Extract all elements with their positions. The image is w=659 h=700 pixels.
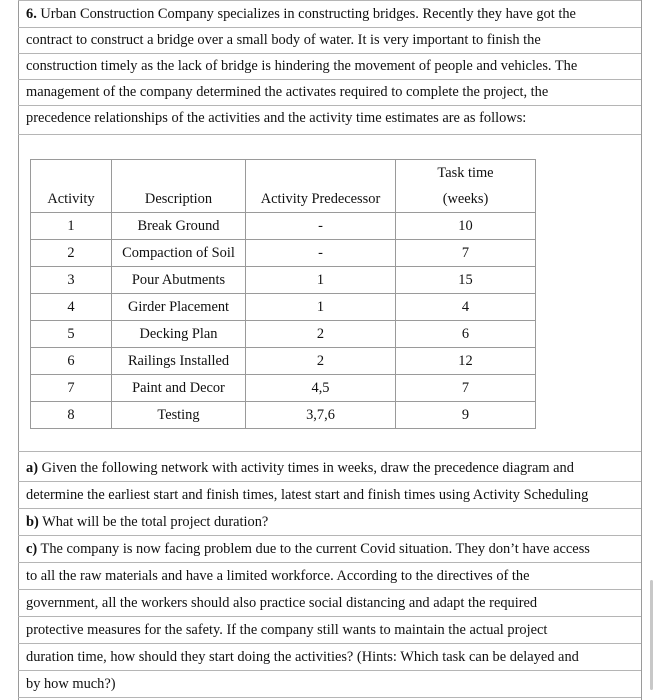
cell-predecessor: - (246, 213, 396, 240)
table-row (31, 321, 536, 348)
scrollbar[interactable] (650, 580, 653, 690)
header-description: Description (112, 186, 246, 213)
intro-line-5: precedence relationships of the activities and the activity time estimates are as follows: (26, 110, 527, 126)
cell-activity: 4 (31, 294, 112, 321)
question-number: 6. (26, 6, 37, 22)
table-row (31, 402, 536, 429)
rule (18, 0, 641, 1)
rule (18, 134, 641, 135)
rule (18, 562, 641, 563)
cell-predecessor: 4,5 (246, 375, 396, 402)
part-c-label: c) (26, 541, 38, 557)
intro-text: Urban Construction Company specializes in constructing bridges. Recently they have got the (40, 6, 576, 22)
part-c-line-3: government, all the workers should also practice social distancing and adapt the required (26, 595, 538, 611)
intro-line-1 (26, 5, 576, 23)
table-row (31, 294, 536, 321)
cell-activity: 7 (31, 375, 112, 402)
rule (18, 451, 641, 452)
rule (18, 535, 641, 536)
table-row (31, 348, 536, 375)
part-c-line-2: to all the raw materials and have a limited workforce. According to the directives of the (26, 568, 530, 584)
rule (18, 670, 641, 671)
cell-time: 9 (396, 402, 536, 429)
table-row (31, 375, 536, 402)
activity-table (30, 159, 536, 429)
table-header-row (31, 186, 536, 213)
cell-time: 15 (396, 267, 536, 294)
part-c-line-4: protective measures for the safety. If the company still wants to maintain the actual project (26, 622, 548, 638)
part-b-text: What will be the total project duration? (42, 514, 269, 530)
cell-predecessor: 2 (246, 348, 396, 375)
header-task-time: Task time (396, 160, 536, 187)
cell-activity: 3 (31, 267, 112, 294)
cell-activity: 8 (31, 402, 112, 429)
cell-time: 10 (396, 213, 536, 240)
rule (18, 27, 641, 28)
cell-predecessor: 1 (246, 294, 396, 321)
part-c-line-5: duration time, how should they start doing the activities? (Hints: Which task can be delayed and (26, 649, 579, 665)
rule (18, 105, 641, 106)
header-cell (112, 160, 246, 187)
part-c-line-6: by how much?) (26, 676, 116, 692)
cell-description: Break Ground (112, 213, 246, 240)
cell-predecessor: 3,7,6 (246, 402, 396, 429)
cell-predecessor: 2 (246, 321, 396, 348)
rule (18, 643, 641, 644)
rule (18, 53, 641, 54)
header-predecessor: Activity Predecessor (246, 186, 396, 213)
cell-description: Decking Plan (112, 321, 246, 348)
part-c-line-1 (26, 540, 590, 558)
cell-description: Girder Placement (112, 294, 246, 321)
part-b-label: b) (26, 514, 39, 530)
rule (18, 616, 641, 617)
cell-activity: 1 (31, 213, 112, 240)
part-a-text: Given the following network with activity times in weeks, draw the precedence diagram and (41, 460, 574, 476)
cell-description: Compaction of Soil (112, 240, 246, 267)
cell-description: Pour Abutments (112, 267, 246, 294)
cell-time: 7 (396, 375, 536, 402)
cell-description: Paint and Decor (112, 375, 246, 402)
cell-time: 6 (396, 321, 536, 348)
cell-time: 4 (396, 294, 536, 321)
cell-time: 12 (396, 348, 536, 375)
rule (18, 697, 641, 698)
header-weeks: (weeks) (396, 186, 536, 213)
header-activity: Activity (31, 186, 112, 213)
cell-description: Testing (112, 402, 246, 429)
table-row (31, 213, 536, 240)
rule (18, 589, 641, 590)
cell-predecessor: 1 (246, 267, 396, 294)
cell-description: Railings Installed (112, 348, 246, 375)
part-a-line-1 (26, 459, 574, 477)
intro-line-3: construction timely as the lack of bridge is hindering the movement of people and vehicles. The (26, 58, 578, 74)
cell-predecessor: - (246, 240, 396, 267)
rule (18, 481, 641, 482)
table-header-row (31, 160, 536, 187)
cell-activity: 2 (31, 240, 112, 267)
rule (18, 508, 641, 509)
header-cell (31, 160, 112, 187)
cell-activity: 6 (31, 348, 112, 375)
part-b-line (26, 513, 268, 531)
rule (18, 79, 641, 80)
cell-activity: 5 (31, 321, 112, 348)
header-cell (246, 160, 396, 187)
part-a-line-2: determine the earliest start and finish times, latest start and finish times using Activity Scheduling (26, 487, 589, 503)
cell-time: 7 (396, 240, 536, 267)
table-row (31, 267, 536, 294)
part-a-label: a) (26, 460, 38, 476)
intro-line-4: management of the company determined the activates required to complete the project, the (26, 84, 549, 100)
intro-line-2: contract to construct a bridge over a small body of water. It is very important to finish the (26, 32, 541, 48)
table-row (31, 240, 536, 267)
part-c-text: The company is now facing problem due to the current Covid situation. They don’t have access (40, 541, 590, 557)
